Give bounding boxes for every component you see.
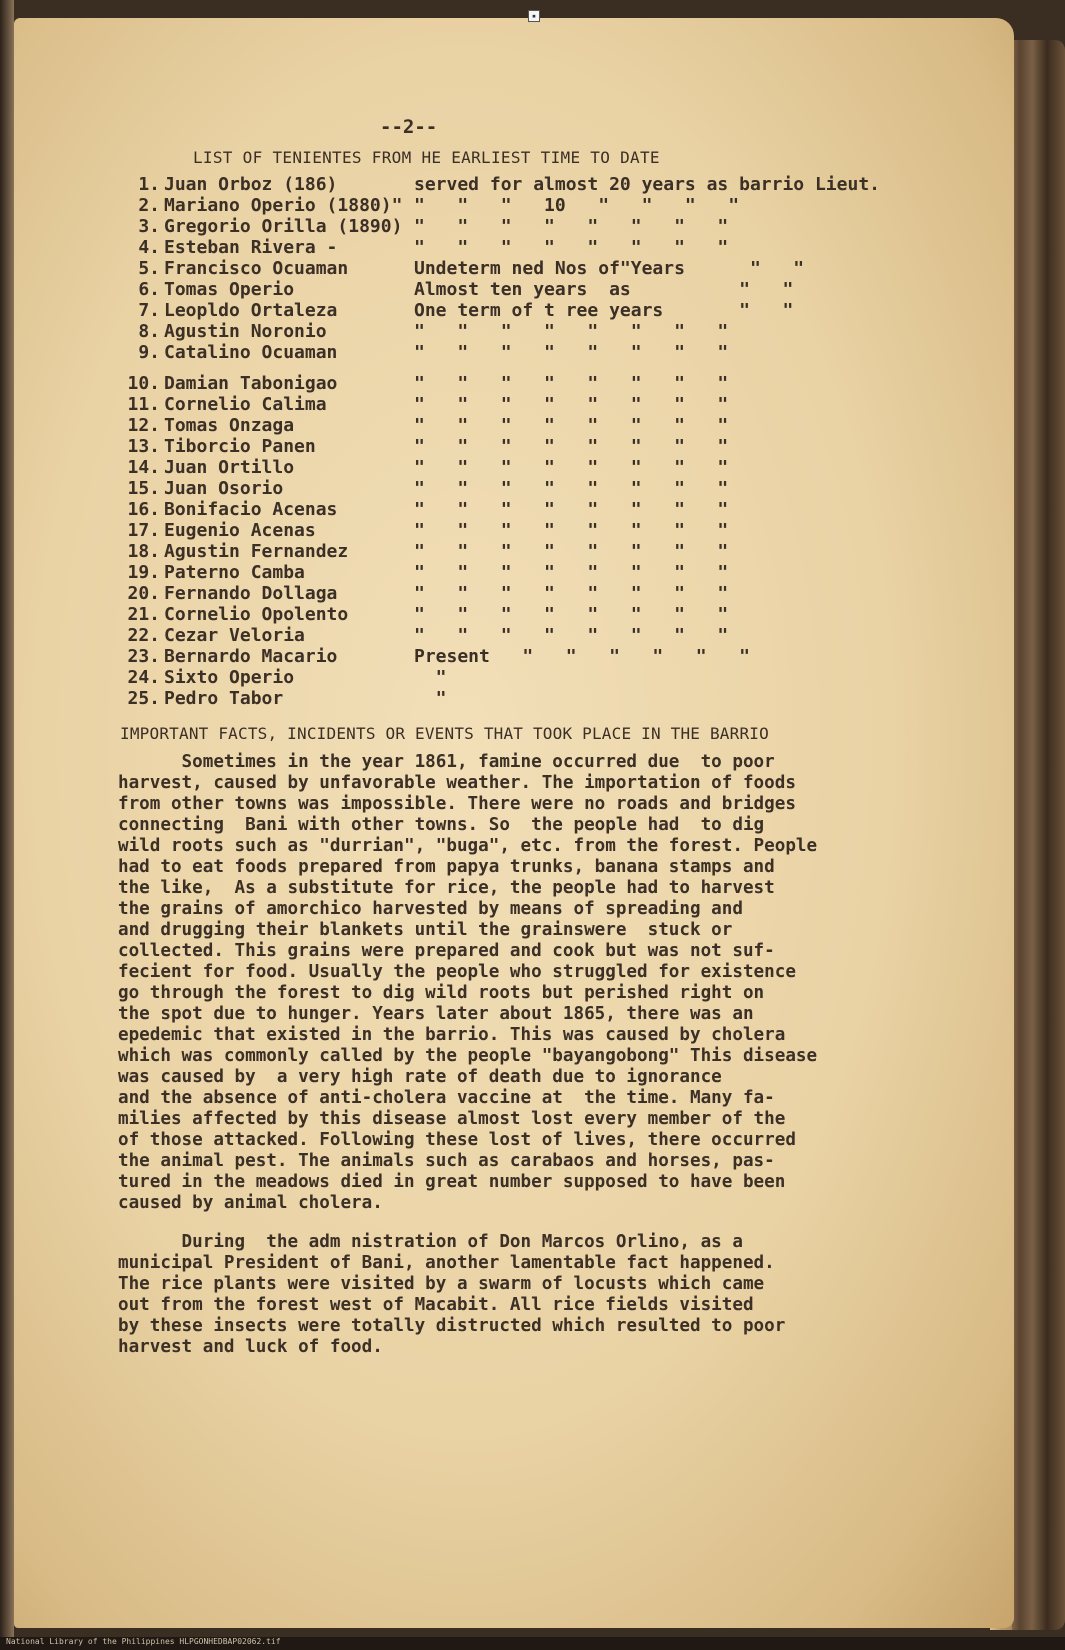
list-item [118, 646, 998, 667]
teniente-name: Bernardo Macario [164, 646, 338, 667]
text-line: wild roots such as "durrian", "buga", etc. from the forest. People [118, 836, 818, 856]
text-line: During the adm nistration of Don Marcos Orlino, as a [118, 1232, 743, 1252]
text-line: connecting Bani with other towns. So the people had to dig [118, 815, 765, 835]
events-heading: IMPORTANT FACTS, INCIDENTS OR EVENTS THAT TOOK PLACE IN THE BARRIO [120, 724, 769, 743]
term-of-service: Present " " " " " " [414, 646, 750, 667]
teniente-name: Juan Ortillo [164, 457, 295, 478]
teniente-name: Juan Osorio [164, 478, 284, 499]
term-of-service: " " " " " " " " [414, 478, 729, 499]
book-spine [0, 0, 14, 1650]
item-number: 15. [127, 478, 160, 499]
text-line: of those attacked. Following these lost of lives, there occurred [118, 1130, 796, 1150]
list-item [118, 321, 998, 342]
item-number: 9. [138, 342, 160, 363]
text-line: and the absence of anti-cholera vaccine at the time. Many fa- [118, 1088, 775, 1108]
text-line: harvest, caused by unfavorable weather. The importation of foods [118, 773, 796, 793]
teniente-name: Tomas Operio [164, 279, 295, 300]
teniente-name: Eugenio Acenas [164, 520, 316, 541]
item-number: 24. [127, 667, 160, 688]
item-number: 3. [138, 216, 160, 237]
paragraph-locusts [118, 1232, 898, 1358]
teniente-name: Tiborcio Panen [164, 436, 316, 457]
list-item [118, 216, 998, 237]
term-of-service: One term of t ree years " " [414, 300, 794, 321]
text-line: the grains of amorchico harvested by means of spreading and [118, 899, 743, 919]
item-number: 22. [127, 625, 160, 646]
item-number: 20. [127, 583, 160, 604]
item-number: 25. [127, 688, 160, 709]
text-line: and drugging their blankets until the grainswere stuck or [118, 920, 733, 940]
teniente-name: Esteban Rivera - [164, 237, 338, 258]
text-line: fecient for food. Usually the people who struggled for existence [118, 962, 796, 982]
list-item [118, 237, 998, 258]
term-of-service: Almost ten years as " " [414, 279, 794, 300]
list-item [118, 583, 998, 604]
paragraph-famine [118, 752, 898, 1214]
item-number: 14. [127, 457, 160, 478]
teniente-name: Paterno Camba [164, 562, 305, 583]
item-number: 13. [127, 436, 160, 457]
text-line: harvest and luck of food. [118, 1337, 383, 1357]
list-item [118, 499, 998, 520]
term-of-service: " " " " " " " " [414, 562, 729, 583]
text-line: Sometimes in the year 1861, famine occurred due to poor [118, 752, 775, 772]
list-item [118, 562, 998, 583]
term-of-service: " " " " " " " " [414, 321, 729, 342]
text-line: The rice plants were visited by a swarm of locusts which came [118, 1274, 765, 1294]
text-line: caused by animal cholera. [118, 1193, 383, 1213]
text-line: municipal President of Bani, another lamentable fact happened. [118, 1253, 775, 1273]
term-of-service: " " " " " " " " [414, 342, 729, 363]
text-line: the spot due to hunger. Years later about 1865, there was an [118, 1004, 754, 1024]
list-item [118, 520, 998, 541]
text-line: milies affected by this disease almost lost every member of the [118, 1109, 786, 1129]
item-number: 11. [127, 394, 160, 415]
text-line: go through the forest to dig wild roots but perished right on [118, 983, 765, 1003]
term-of-service: " " " " " " " " [414, 436, 729, 457]
text-line: which was commonly called by the people "bayangobong" This disease [118, 1046, 818, 1066]
teniente-name: Gregorio Orilla (1890) [164, 216, 403, 237]
item-number: 6. [138, 279, 160, 300]
book-edge [1005, 40, 1065, 1630]
text-line: out from the forest west of Macabit. All rice fields visited [118, 1295, 754, 1315]
term-of-service: " [414, 667, 447, 688]
tenientes-list [118, 174, 998, 709]
list-item [118, 394, 998, 415]
teniente-name: Cezar Veloria [164, 625, 305, 646]
list-item [118, 373, 998, 394]
list-item [118, 541, 998, 562]
text-line: by these insects were totally distructed which resulted to poor [118, 1316, 786, 1336]
text-line: tured in the meadows died in great number supposed to have been [118, 1172, 786, 1192]
item-number: 23. [127, 646, 160, 667]
teniente-name: Agustin Noronio [164, 321, 327, 342]
teniente-name: Agustin Fernandez [164, 541, 349, 562]
list-item [118, 667, 998, 688]
term-of-service: " " " " " " " " [414, 415, 729, 436]
list-item [118, 415, 998, 436]
teniente-name: Pedro Tabor [164, 688, 284, 709]
list-item [118, 625, 998, 646]
text-line: had to eat foods prepared from papya trunks, banana stamps and [118, 857, 775, 877]
item-number: 18. [127, 541, 160, 562]
list-item [118, 195, 998, 216]
term-of-service: " " " " " " " " [414, 541, 729, 562]
teniente-name: Catalino Ocuaman [164, 342, 338, 363]
list-item [118, 436, 998, 457]
term-of-service: " " " " " " " " [414, 520, 729, 541]
teniente-name: Tomas Onzaga [164, 415, 295, 436]
text-line: collected. This grains were prepared and cook but was not suf- [118, 941, 775, 961]
item-number: 5. [138, 258, 160, 279]
item-number: 21. [127, 604, 160, 625]
term-of-service: " [414, 688, 447, 709]
term-of-service: " " " " " " " " [414, 604, 729, 625]
term-of-service: " " " 10 " " " " [414, 195, 740, 216]
item-number: 19. [127, 562, 160, 583]
item-number: 7. [138, 300, 160, 321]
item-number: 12. [127, 415, 160, 436]
text-line: the animal pest. The animals such as carabaos and horses, pas- [118, 1151, 775, 1171]
item-number: 16. [127, 499, 160, 520]
list-item [118, 279, 998, 300]
list-item [118, 174, 998, 195]
term-of-service: " " " " " " " " [414, 394, 729, 415]
text-line: from other towns was impossible. There were no roads and bridges [118, 794, 796, 814]
term-of-service: " " " " " " " " [414, 625, 729, 646]
term-of-service: Undeterm ned Nos of"Years " " [414, 258, 805, 279]
teniente-name: Bonifacio Acenas [164, 499, 338, 520]
teniente-name: Leopldo Ortaleza [164, 300, 338, 321]
item-number: 8. [138, 321, 160, 342]
list-item [118, 300, 998, 321]
page-number: --2-- [380, 116, 438, 138]
list-item [118, 342, 998, 363]
item-number: 2. [138, 195, 160, 216]
item-number: 17. [127, 520, 160, 541]
list-item [118, 457, 998, 478]
term-of-service: " " " " " " " " [414, 583, 729, 604]
teniente-name: Fernando Dollaga [164, 583, 338, 604]
teniente-name: Sixto Operio [164, 667, 295, 688]
text-line: epedemic that existed in the barrio. This was caused by cholera [118, 1025, 786, 1045]
teniente-name: Cornelio Calima [164, 394, 327, 415]
text-line: the like, As a substitute for rice, the people had to harvest [118, 878, 775, 898]
text-line: was caused by a very high rate of death due to ignorance [118, 1067, 722, 1087]
item-number: 4. [138, 237, 160, 258]
teniente-name: Damian Tabonigao [164, 373, 338, 394]
teniente-name: Cornelio Opolento [164, 604, 349, 625]
list-item [118, 258, 998, 279]
item-number: 10. [127, 373, 160, 394]
term-of-service: " " " " " " " " [414, 237, 729, 258]
teniente-name: Francisco Ocuaman [164, 258, 349, 279]
list-item [118, 478, 998, 499]
list-heading: LIST OF TENIENTES FROM HE EARLIEST TIME TO DATE [193, 148, 660, 167]
term-of-service: " " " " " " " " [414, 216, 729, 237]
term-of-service: served for almost 20 years as barrio Lieut. [414, 174, 880, 195]
footer-caption: National Library of the Philippines HLPGONHEDBAP02062.tif [6, 1637, 281, 1646]
scanner-mark-icon: ▪ [528, 10, 540, 22]
term-of-service: " " " " " " " " [414, 457, 729, 478]
teniente-name: Mariano Operio (1880)" [164, 195, 403, 216]
term-of-service: " " " " " " " " [414, 499, 729, 520]
item-number: 1. [138, 174, 160, 195]
term-of-service: " " " " " " " " [414, 373, 729, 394]
list-item [118, 688, 998, 709]
list-item [118, 604, 998, 625]
teniente-name: Juan Orboz (186) [164, 174, 338, 195]
